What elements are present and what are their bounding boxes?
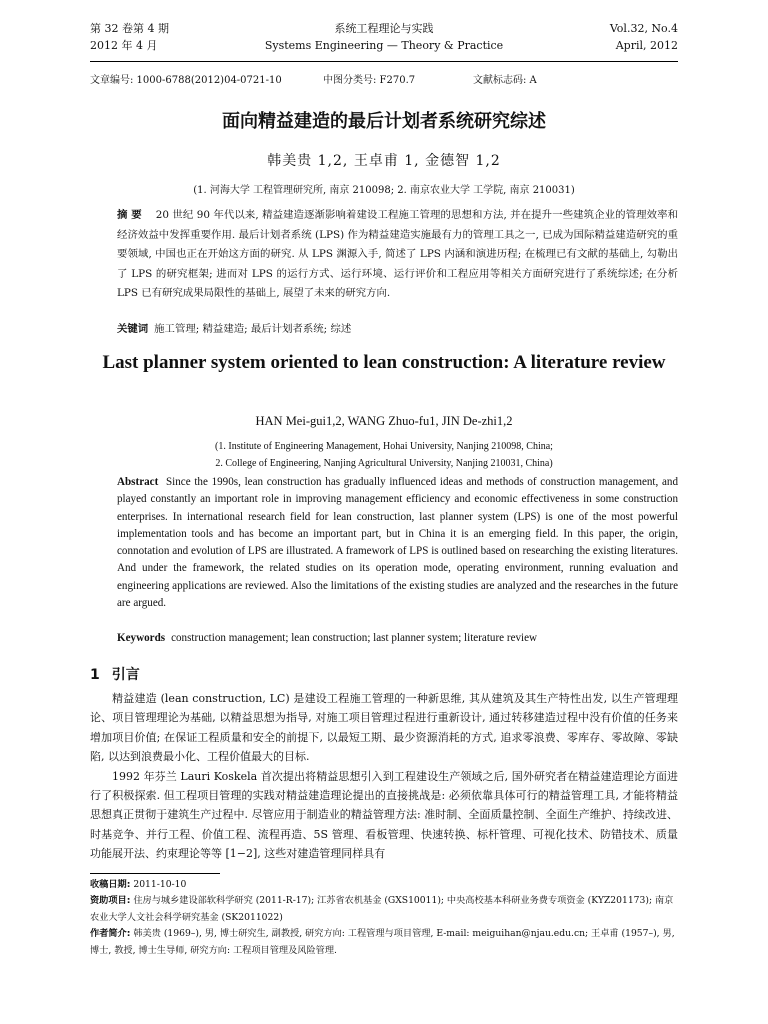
en-abstract <box>117 474 678 612</box>
en-keywords-label: Keywords <box>117 632 166 644</box>
footnote-rule <box>90 873 220 874</box>
section-number: 1 <box>90 667 100 683</box>
footnote <box>90 877 678 959</box>
volume-issue: 第 32 卷第 4 期 <box>90 22 169 35</box>
author-bio: 韩美贵 (1969–), 男, 博士研究生, 副教授, 研究方向: 工程管理与项目管理, E-mail: meiguihan@njau.edu.cn; 王卓甫 (1957–), 男, 博士, 教授, 博士生导师, 研究方向: 工程项目管理及风险管理. <box>90 928 675 956</box>
volume-number-en: Vol.32, No.4 <box>609 22 678 35</box>
section-heading <box>90 664 140 684</box>
article-number: 文章编号: 1000-6788(2012)04-0721-10 <box>90 75 282 86</box>
cn-abstract-text: 20 世纪 90 年代以来, 精益建造逐渐影响着建设工程施工管理的思想和方法, 并在提升一些建筑企业的管理效率和经济效益中发挥重要作用. 最后计划者系统 (LPS) 作为精益建造实施最有力的管理工具之一, 已成为国际精益建造研究的重要领域, 中国也正在开始这方面的研究. 从 LPS 渊源入手, 简述了 LPS 内涵和演进历程; 在梳理已有文献的基础上, 勾勒出了 LPS 的研究框架; 进而对 LPS 的运行方式、运行环境、运行评价和工程应用等相关方面研究进行了系统综述; 在分析 LPS 已有研究成果局限性的基础上, 展望了未来的研究方向. <box>117 209 678 299</box>
body-paragraph: 精益建造 (lean construction, LC) 是建设工程施工管理的一种新思维, 其从建筑及其生产特性出发, 以生产管理理论、项目管理理论为基础, 以精益思想为指导, 对施工项目管理过程进行重新设计, 通过转移建造过程中没有价值的任务来增加项目价值; 在保证工程质量和安全的前提下, 以最短工期、最少资源消耗的方式, 追求零浪费、零库存、零故障、零缺陷, 以达到浪费最小化、工程价值最大的目标. <box>90 692 678 764</box>
received-label: 收稿日期: <box>90 879 131 890</box>
header-right <box>610 20 678 54</box>
funding-text: 住房与城乡建设部软科学研究 (2011-R-17); 江苏省农机基金 (GXS10011); 中央高校基本科研业务费专项资金 (KYZ201173); 南京农业大学人文社会科学研究基金 (SK2011022) <box>90 895 674 923</box>
received-date: 2011-10-10 <box>133 879 187 890</box>
en-affiliation-1: (1. Institute of Engineering Management, Hohai University, Nanjing 210098, China; <box>215 441 553 452</box>
footnote-funding <box>90 893 678 926</box>
en-affiliation-2: 2. College of Engineering, Nanjing Agricultural University, Nanjing 210031, China) <box>215 458 553 469</box>
cn-abstract-label: 摘 要 <box>117 209 142 221</box>
section-title: 引言 <box>111 667 140 683</box>
en-keywords <box>117 632 678 644</box>
funding-label: 资助项目: <box>90 895 131 907</box>
en-title: Last planner system oriented to lean construction: A literature review <box>102 352 666 373</box>
article-meta <box>90 71 537 86</box>
en-abstract-label: Abstract <box>117 476 159 488</box>
cn-keywords-text: 施工管理; 精益建造; 最后计划者系统; 综述 <box>154 323 352 335</box>
body-paragraph: 1992 年芬兰 Lauri Koskela 首次提出将精益思想引入到工程建设生产领域之后, 国外研究者在精益建造理论方面进行了积极探索. 但工程项目管理的实践对精益建造理论提出的直接挑战是: 必须依靠具体可行的精益管理工具, 才能将精益思想真正贯彻于建筑生产过程中. 尽管应用于制造业的精益管理方法: 准时制、全面质量控制、全面生产维护、持续改进、时基竞争、并行工程、价值工程、流程再造、5S 管理、看板管理、快速转换、标杆管理、可视化技术、防错技术、质量功能展开法、约束理论等等 [1−2], 这些对建造管理同样具有 <box>90 769 678 861</box>
footnote-author <box>90 926 678 959</box>
journal-name-cn: 系统工程理论与实践 <box>334 22 434 35</box>
en-affiliations <box>0 438 768 472</box>
cn-keywords <box>117 320 678 335</box>
cn-keywords-label: 关键词 <box>117 323 149 335</box>
clc-number: 中图分类号: F270.7 <box>323 75 416 86</box>
date-en: April, 2012 <box>615 39 678 52</box>
journal-name-en: Systems Engineering — Theory & Practice <box>264 39 504 52</box>
author-label: 作者简介: <box>90 928 131 940</box>
cn-authors: 韩美贵 1,2, 王卓甫 1, 金德智 1,2 <box>267 153 501 169</box>
en-authors: HAN Mei-gui1,2, WANG Zhuo-fu1, JIN De-zhi1,2 <box>255 414 513 428</box>
footnote-received <box>90 877 678 893</box>
header-center <box>90 20 678 54</box>
cn-abstract <box>117 206 678 304</box>
cn-title: 面向精益建造的最后计划者系统研究综述 <box>222 111 546 132</box>
issue-date: 2012 年 4 月 <box>90 39 158 52</box>
en-abstract-text: Since the 1990s, lean construction has gradually influenced ideas and methods of construction management, and played constantly an important role in improving management efficiency and economic effectiveness in some construction enterprises. In international research field for lean construction, last planner system (LPS) is one of the most powerful implementation tools and has become an important part, but in China it is an emerging field. In this paper, the origin, connotation and evolution of LPS are illustrated. A framework of LPS is outlined based on researching the existing literatures. And under the framework, the related studies on its operation mode, operating environment, running evaluation and engineering applications are reviewed. Also the limitations of the existing studies are analyzed and the researches in the future are argued. <box>117 476 678 610</box>
cn-affiliations: (1. 河海大学 工程管理研究所, 南京 210098; 2. 南京农业大学 工学院, 南京 210031) <box>193 185 575 196</box>
en-keywords-text: construction management; lean construction; last planner system; literature review <box>171 632 538 644</box>
header-rule <box>90 61 678 62</box>
body-text <box>90 689 678 864</box>
document-code: 文献标志码: A <box>473 75 537 86</box>
